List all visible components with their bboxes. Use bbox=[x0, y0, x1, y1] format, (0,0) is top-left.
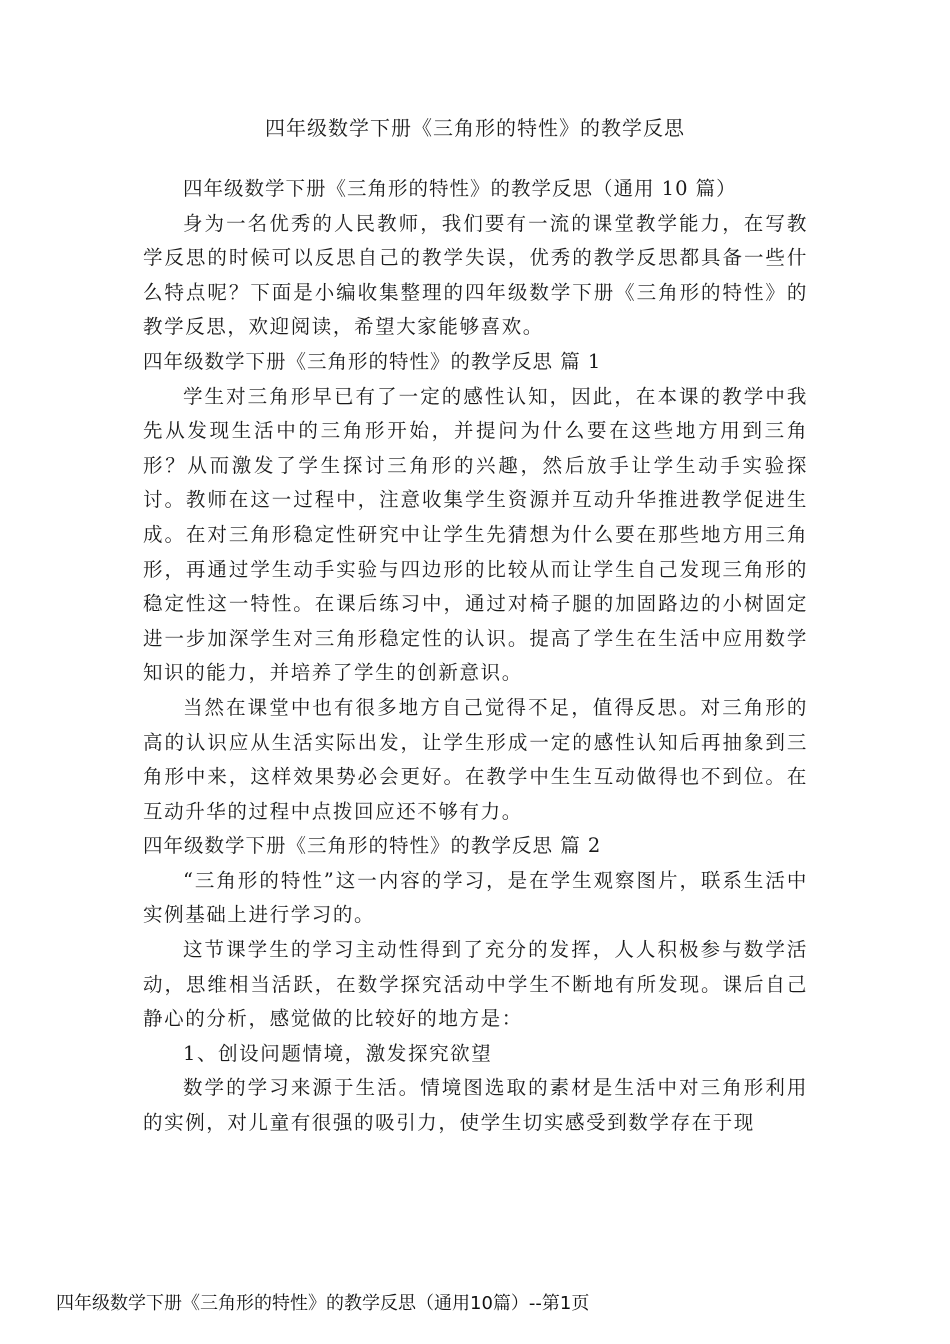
body-paragraph: 当然在课堂中也有很多地方自己觉得不足，值得反思。对三角形的高的认识应从生活实际出发，让学生形成一定的感性认知后再抽象到三角形中来，这样效果势必会更好。在教学中生生互动做得也不到位。在互动升华的过程中点拨回应还不够有力。 bbox=[143, 695, 808, 823]
body-paragraph: 数学的学习来源于生活。情境图选取的素材是生活中对三角形利用的实例，对儿童有很强的吸引力，使学生切实感受到数学存在于现 bbox=[143, 1076, 808, 1135]
body-paragraph: 学生对三角形早已有了一定的感性认知，因此，在本课的教学中我先从发现生活中的三角形开始，并提问为什么要在这些地方用到三角形？从而激发了学生探讨三角形的兴趣，然后放手让学生动手实验探讨。教师在这一过程中，注意收集学生资源并互动升华推进教学促进生成。在对三角形稳定性研究中让学生先猜想为什么要在那些地方用三角形，再通过学生动手实验与四边形的比较从而让学生自己发现三角形的稳定性这一特性。在课后练习中，通过对椅子腿的加固路边的小树固定进一步加深学生对三角形稳定性的认识。提高了学生在生活中应用数学知识的能力，并培养了学生的创新意识。 bbox=[143, 384, 808, 685]
intro-paragraph: 身为一名优秀的人民教师，我们要有一流的课堂教学能力，在写教学反思的时候可以反思自己的教学失误，优秀的教学反思都具备一些什么特点呢？下面是小编收集整理的四年级数学下册《三角形的特性》的教学反思，欢迎阅读，希望大家能够喜欢。 bbox=[143, 211, 808, 339]
numbered-item: 1、创设问题情境，激发探究欲望 bbox=[182, 1041, 493, 1065]
body-paragraph: 这节课学生的学习主动性得到了充分的发挥，人人积极参与数学活动，思维相当活跃，在数学探究活动中学生不断地有所发现。课后自己静心的分析，感觉做的比较好的地方是： bbox=[143, 938, 808, 1031]
section-heading-2: 四年级数学下册《三角形的特性》的教学反思 篇 2 bbox=[143, 834, 602, 858]
document-title: 四年级数学下册《三角形的特性》的教学反思 bbox=[265, 116, 685, 140]
body-paragraph: “三角形的特性”这一内容的学习，是在学生观察图片，联系生活中实例基础上进行学习的。 bbox=[143, 868, 808, 927]
document-subtitle: 四年级数学下册《三角形的特性》的教学反思（通用 10 篇） bbox=[182, 177, 737, 200]
page-footer: 四年级数学下册《三角形的特性》的教学反思（通用10篇）--第1页 bbox=[56, 1293, 590, 1314]
document-body bbox=[143, 172, 808, 1141]
section-heading-1: 四年级数学下册《三角形的特性》的教学反思 篇 1 bbox=[143, 349, 602, 373]
